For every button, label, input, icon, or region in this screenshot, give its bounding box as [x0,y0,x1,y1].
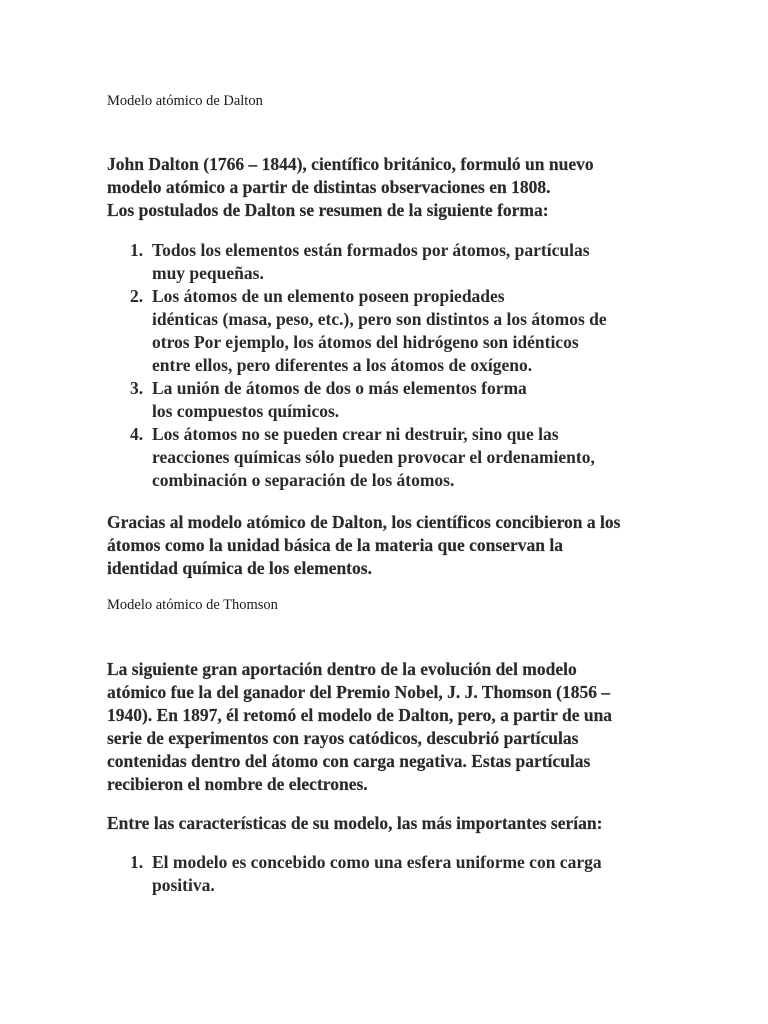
list-item [107,423,667,492]
list-item-line: reacciones químicas sólo pueden provocar el ordenamiento, [152,447,595,467]
thomson-intro-line: 1940). En 1897, él retomó el modelo de Dalton, pero, a partir de una [107,705,613,725]
list-item-line: otros Por ejemplo, los átomos del hidrógeno son idénticos [152,332,579,352]
thomson-heading: Modelo atómico de Thomson [107,597,278,613]
list-item-line: idénticas (masa, peso, etc.), pero son distintos a los átomos de [152,309,607,329]
dalton-heading: Modelo atómico de Dalton [107,93,263,109]
thomson-intro-line: La siguiente gran aportación dentro de la evolución del modelo [107,659,577,679]
list-item-line: La unión de átomos de dos o más elementos forma [152,378,527,398]
thomson-features-intro-line: Entre las características de su modelo, las más importantes serían: [107,813,603,833]
thomson-intro-line: serie de experimentos con rayos catódicos, descubrió partículas [107,728,579,748]
thomson-intro-line: contenidas dentro del átomo con carga negativa. Estas partículas [107,751,591,771]
dalton-conclusion-line: átomos como la unidad básica de la materia que conservan la [107,535,563,555]
list-item-line: Los átomos de un elemento poseen propiedades [152,286,505,306]
list-number: 3. [130,378,144,398]
list-item-line: Todos los elementos están formados por átomos, partículas [152,240,590,260]
list-item-line: los compuestos químicos. [152,401,340,421]
thomson-features-intro [107,812,667,835]
list-item [107,377,667,423]
list-number: 1. [130,852,144,872]
list-item-line: combinación o separación de los átomos. [152,470,455,490]
thomson-intro-line: atómico fue la del ganador del Premio Nobel, J. J. Thomson (1856 – [107,682,611,702]
dalton-intro-line: Los postulados de Dalton se resumen de la siguiente forma: [107,200,549,220]
list-number: 2. [130,286,144,306]
thomson-intro-line: recibieron el nombre de electrones. [107,774,368,794]
list-item-line: entre ellos, pero diferentes a los átomos de oxígeno. [152,355,533,375]
dalton-conclusion-line: identidad química de los elementos. [107,558,372,578]
list-item [107,239,667,285]
list-item [107,851,667,897]
list-number: 1. [130,240,144,260]
dalton-conclusion-line: Gracias al modelo atómico de Dalton, los científicos concibieron a los [107,512,621,532]
list-item [107,285,667,377]
list-item-line: El modelo es concebido como una esfera uniforme con carga [152,852,602,872]
list-item-line: Los átomos no se pueden crear ni destruir, sino que las [152,424,559,444]
thomson-features-list [107,851,667,897]
dalton-postulates-list [107,239,667,492]
list-item-line: positiva. [152,875,215,895]
dalton-intro [107,153,667,222]
dalton-conclusion [107,511,667,580]
dalton-intro-line: modelo atómico a partir de distintas observaciones en 1808. [107,177,551,197]
list-item-line: muy pequeñas. [152,263,264,283]
list-number: 4. [130,424,144,444]
thomson-intro [107,658,667,796]
dalton-intro-line: John Dalton (1766 – 1844), científico británico, formuló un nuevo [107,154,594,174]
